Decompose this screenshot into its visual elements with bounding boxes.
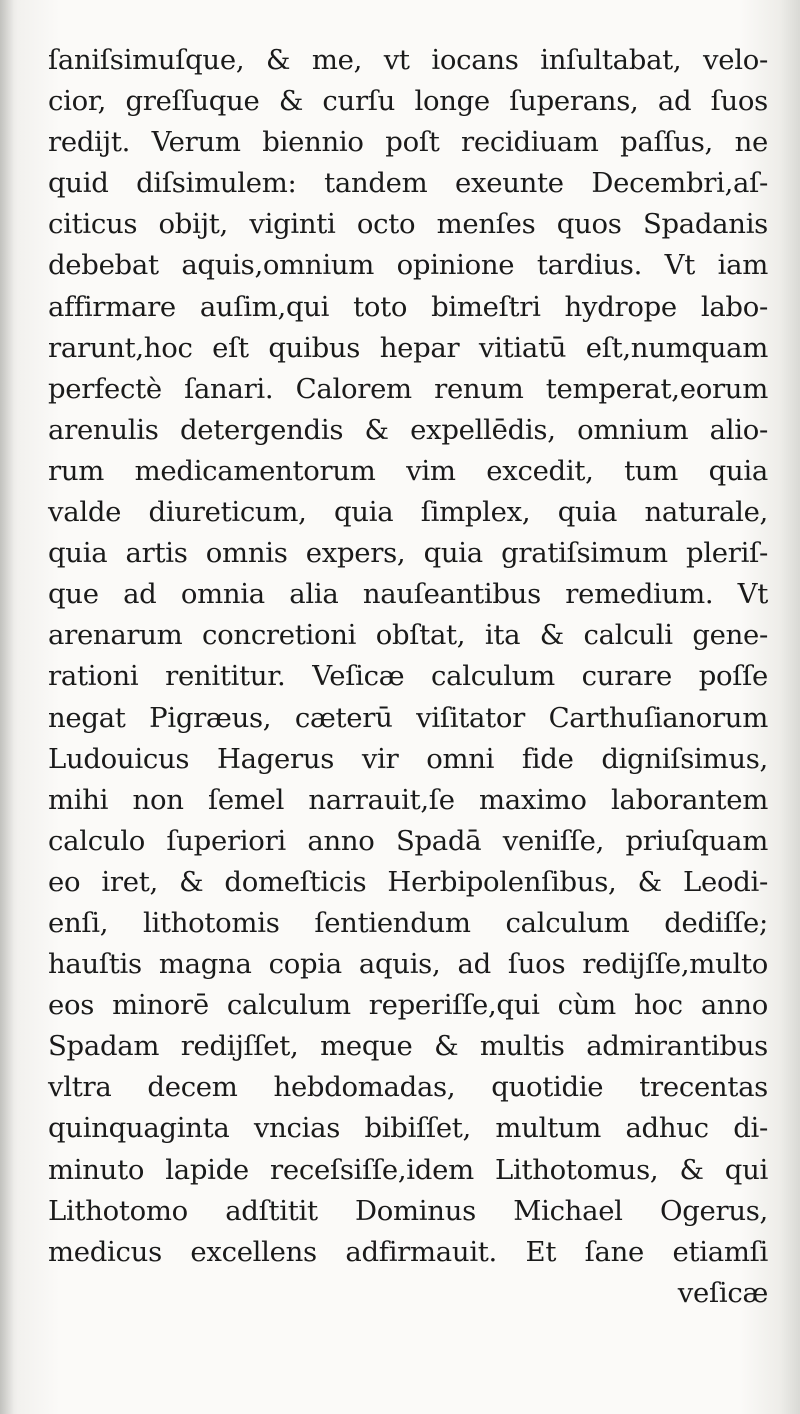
text-line-14: que ad omnia alia nauſeantibus remedium. Vt xyxy=(48,578,768,611)
text-line-7: affirmare auſim,qui toto bimeſtri hydrope labo- xyxy=(48,290,768,323)
text-line-27: quinquaginta vncias bibiſſet, multum adhuc di- xyxy=(48,1112,768,1145)
text-line-17: negat Pigræus, cæterū viſitator Carthuſianorum xyxy=(48,701,768,734)
text-line-25: Spadam redijſſet, meque & multis admirantibus xyxy=(48,1030,768,1063)
text-line-9: perfectè ſanari. Calorem renum temperat,eorum xyxy=(48,372,768,405)
text-line-30: medicus excellens adfirmauit. Et ſane etiamſi xyxy=(48,1235,768,1268)
text-line-1: ſaniſsimuſque, & me, vt iocans inſultabat, velo- xyxy=(48,44,768,76)
binding-shadow xyxy=(0,0,14,1414)
text-line-13: quia artis omnis expers, quia gratiſsimum pleriſ- xyxy=(48,537,768,570)
text-line-24: eos minorē calculum reperiſſe,qui cùm hoc anno xyxy=(48,989,768,1022)
text-line-4: quid diſsimulem: tandem exeunte Decembri,aſ- xyxy=(48,167,768,200)
catchword: veſicæ xyxy=(677,1276,768,1309)
text-line-23: hauſtis magna copia aquis, ad ſuos redijſſe,multo xyxy=(48,948,768,981)
text-line-18: Ludouicus Hagerus vir omni fide digniſsimus, xyxy=(48,742,768,775)
text-line-3: redijt. Verum biennio poſt recidiuam paſſus, ne xyxy=(48,126,768,159)
text-line-20: calculo ſuperiori anno Spadā veniſſe, priuſquam xyxy=(48,824,768,857)
text-line-16: rationi renititur. Veſicæ calculum curare poſſe xyxy=(48,660,768,693)
text-line-2: cior, greſſuque & curſu longe ſuperans, ad ſuos xyxy=(48,85,768,118)
text-line-6: debebat aquis,omnium opinione tardius. Vt iam xyxy=(48,249,768,282)
text-line-21: eo iret, & domeſticis Herbipolenſibus, & Leodi- xyxy=(48,865,768,898)
text-line-29: Lithotomo adſtitit Dominus Michael Ogerus, xyxy=(48,1194,768,1227)
text-line-8: rarunt,hoc eſt quibus hepar vitiatū eſt,numquam xyxy=(48,331,768,364)
text-line-10: arenulis detergendis & expellēdis, omnium alio- xyxy=(48,413,768,446)
text-line-11: rum medicamentorum vim excedit, tum quia xyxy=(48,454,768,487)
text-line-12: valde diureticum, quia ſimplex, quia naturale, xyxy=(48,496,768,529)
body-text xyxy=(48,40,768,1314)
text-line-22: enſi, lithotomis ſentiendum calculum dediſſe; xyxy=(48,906,768,939)
text-line-28: minuto lapide receſsiſſe,idem Lithotomus, & qui xyxy=(48,1153,768,1186)
text-line-15: arenarum concretioni obſtat, ita & calculi gene- xyxy=(48,619,768,652)
text-line-5: citicus obijt, viginti octo menſes quos Spadanis xyxy=(48,208,768,241)
text-line-19: mihi non ſemel narrauit,ſe maximo laborantem xyxy=(48,783,768,816)
text-line-26: vltra decem hebdomadas, quotidie trecentas xyxy=(48,1071,768,1104)
